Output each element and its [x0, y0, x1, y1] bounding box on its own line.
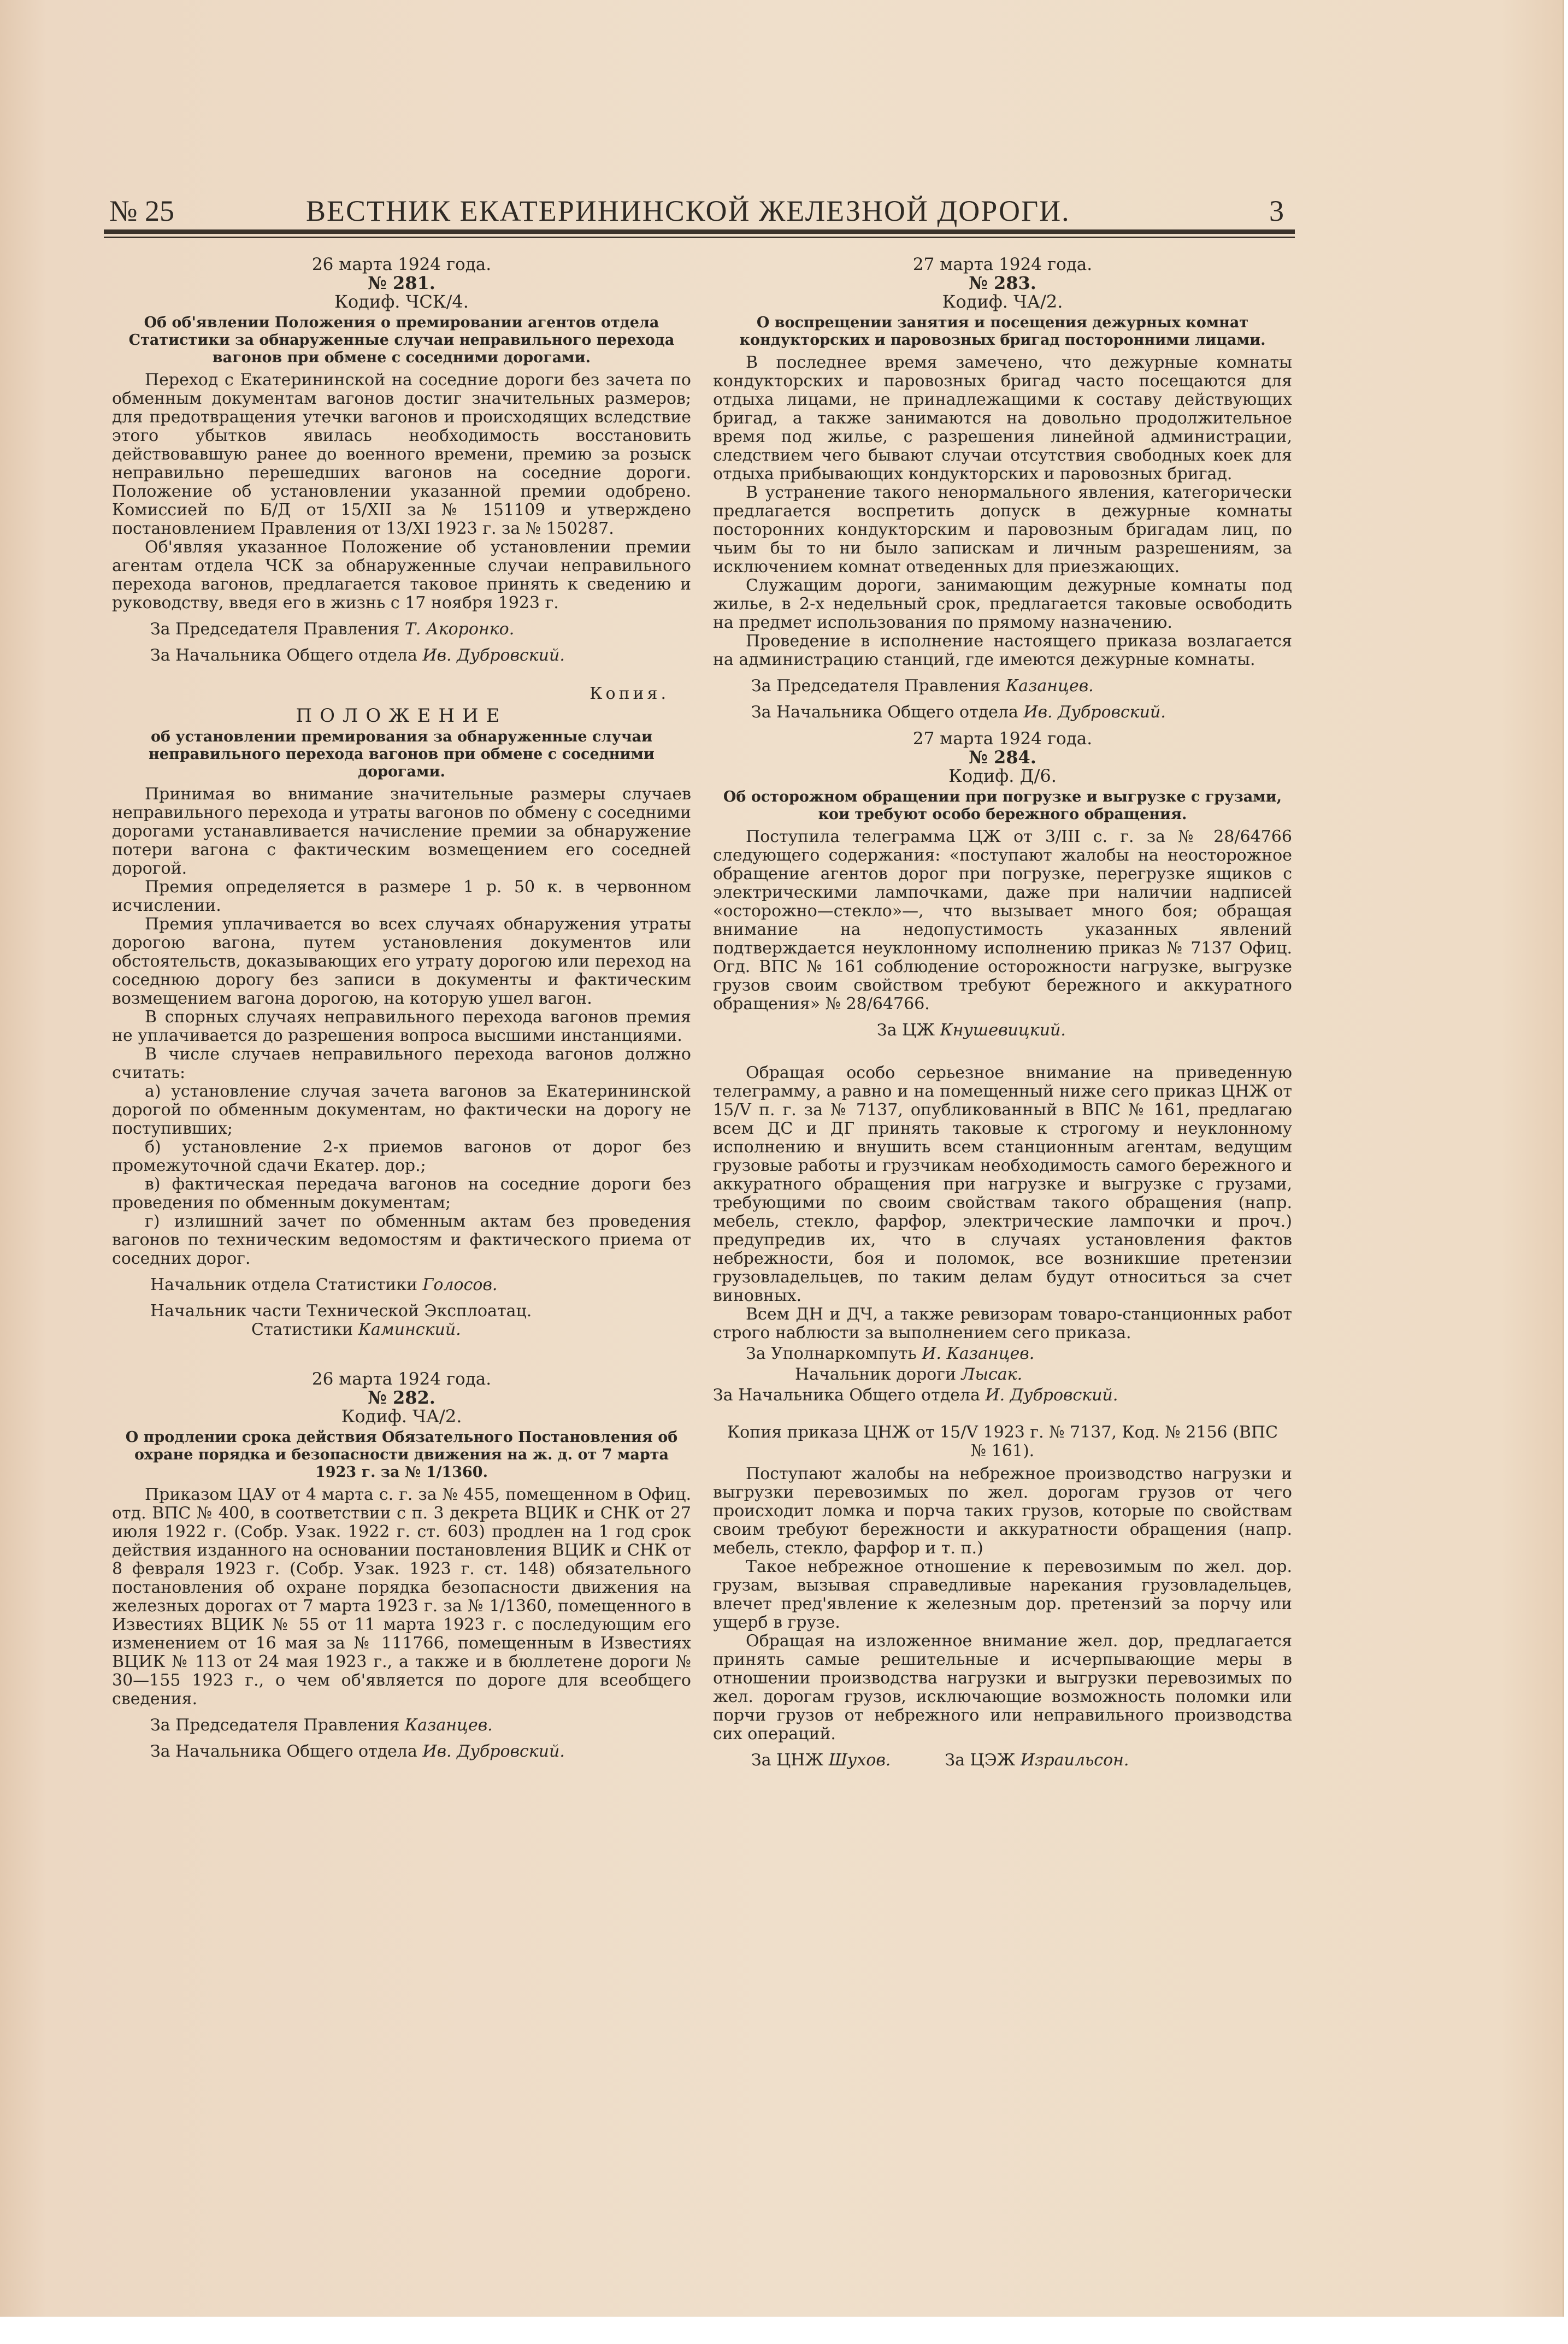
signature-role: За Начальника Общего отдела — [150, 1742, 417, 1761]
paragraph: Приказом ЦАУ от 4 марта с. г. за № 455, помещенном в Офиц. отд. ВПС № 400, в соответствии с п. 3 декрета ВЦИК и СНК от 27 июля 1922 г. (Собр. Узак. 1922 г. ст. 603) продлен на 1 год срок действия изданного на основании постановления ВЦИК и СНК от 8 февраля 1923 г. (Собр. Узак. 1923 г. ст. 148) обязательного постановления об охране порядка безопасности движения на железных дорогах от 7 марта 1923 г. за № 1/1360, помещенного в Известиях ВЦИК № 55 от 11 марта 1923 г. с последующим его изменением от 16 мая за № 111766, помещенным в Известиях ВЦИК № 113 от 24 мая 1923 г., а также и в бюллетене дороги № 30—155 1923 г., о чем об'является по дороге для всеобщего сведения. — [112, 1485, 691, 1709]
order-codification: Кодиф. ЧСК/4. — [334, 291, 469, 312]
issue-number: № 25 — [109, 195, 175, 227]
signature-role: За Уполнаркомпуть — [746, 1344, 917, 1363]
paragraph: Принимая во внимание значительные размеры случаев неправильного перехода и утраты вагонов по обмену с соседними дорогами устанавливается начисление премии за обнаружение потери вагона с фактическим возмещением его соседней дорогой. — [112, 785, 691, 878]
signature-role: Начальник дороги — [795, 1365, 956, 1384]
order-codification: Кодиф. ЧА/2. — [341, 1406, 462, 1427]
order-283 — [713, 255, 1292, 722]
paragraph: Поступают жалобы на небрежное производство нагрузки и выгрузки перевозимых по жел. дорогам грузов от чего происходит ломка и порча таких грузов, которые по свойствам своим требуют бережности и аккуратности обращения (напр. мебель, стекло, фарфор и т. п.) — [713, 1464, 1292, 1558]
signature-role: За Председателя Правления — [751, 676, 1001, 696]
order-date: 26 марта 1924 года. — [311, 255, 492, 274]
signature-role: За Председателя Правления — [150, 1716, 400, 1735]
order-282 — [112, 1370, 691, 1761]
signature — [112, 620, 691, 639]
copy-mark: Копия. — [590, 684, 669, 703]
signature-name: Казанцев. — [404, 1716, 493, 1735]
signature-name: Голосов. — [422, 1275, 498, 1294]
order-number: № 284. — [969, 747, 1036, 768]
header-rule-thin — [104, 237, 1295, 238]
signature — [112, 1742, 691, 1761]
copy-order-7137 — [713, 1423, 1292, 1770]
right-column — [713, 249, 1292, 1777]
signature — [112, 1321, 691, 1339]
signature-name: Израильсон. — [1020, 1751, 1129, 1770]
paragraph: Премия определяется в размере 1 р. 50 к. в червонном исчислении. — [112, 877, 691, 915]
spacer — [713, 1047, 1292, 1064]
signature — [112, 1276, 691, 1294]
signature-role: За Начальника Общего отдела — [713, 1386, 980, 1405]
order-284 — [713, 729, 1292, 1405]
signature-role: За Начальника Общего отдела — [150, 646, 417, 665]
signature-role: За ЦНЖ — [751, 1751, 824, 1770]
list-item: г) излишний зачет по обменным актам без проведения вагонов по техническим ведомостям и фактического приема от соседних дорог. — [112, 1212, 691, 1268]
signature-name: Кнушевицкий. — [940, 1021, 1066, 1040]
order-date: 27 марта 1924 года. — [912, 255, 1093, 274]
signature — [713, 703, 1292, 722]
order-281 — [112, 255, 691, 665]
paragraph: В устранение такого ненормального явления, категорически предлагается воспретить допуск в дежурные комнаты посторонних кондукторским и паровозным бригадам лиц, по чьим бы то ни было запискам и личным разрешениям, за исключением комнат отведенных для приезжающих. — [713, 483, 1292, 576]
signature-role: За ЦЖ — [877, 1021, 935, 1040]
order-number: № 282. — [368, 1387, 435, 1408]
order-number: № 281. — [368, 273, 435, 293]
signature-name: Казанцев. — [1005, 676, 1094, 696]
list-item: в) фактическая передача вагонов на соседние дороги без проведения по обменным документам; — [112, 1175, 691, 1212]
signature-name: Шухов. — [828, 1751, 891, 1770]
order-codification: Кодиф. Д/6. — [948, 765, 1057, 786]
signature-role: За Председателя Правления — [150, 620, 400, 639]
signature — [713, 1365, 1292, 1384]
signature-name: Т. Акоронко. — [404, 620, 515, 639]
paragraph: Обращая особо серьезное внимание на приведенную телеграмму, а равно и на помещенный ниже сего приказ ЦНЖ от 15/V п. г. за № 7137, опубликованный в ВПС № 161, предлагаю всем ДС и ДГ принять таковые к строгому и неуклонному исполнению и внушить всем станционным агентам, ведущим грузовые работы и грузчикам необходимость самого бережного и аккуратного обращения при нагрузке и выгрузке с грузами, требующими по своим свойствам такого обращения (напр. мебель, стекло, фарфор, электрические лампочки и проч.) предупредив их, что в случаях установления фактов небрежности, боя и поломок, все возникшие претензии грузовладельцев, по таким делам будут относиться за счет виновных. — [713, 1063, 1292, 1305]
signature-role: Начальник отдела Статистики — [150, 1275, 417, 1294]
list-item: б) установление 2-х приемов вагонов от дорог без промежуточной сдачи Екатер. дор.; — [112, 1138, 691, 1175]
order-date: 26 марта 1924 года. — [311, 1369, 492, 1389]
order-title: Об об'явлении Положения о премировании агентов отдела Статистики за обнаруженные случаи неправильного перехода вагонов при обмене с соседними дорогами. — [128, 314, 675, 366]
spacer — [713, 1407, 1292, 1423]
order-number: № 283. — [969, 273, 1036, 293]
paragraph: Переход с Екатерининской на соседние дороги без зачета по обменным документам вагонов достиг значительных размеров; для предотвращения утечки вагонов и происходящих вследствие этого убытков явилась необходимость восстановить действовавшую ранее до военного времени, премию за розыск неправильно перешедших вагонов на соседние дороги. Положение об установлении указанной премии одобрено. Комиссией по Б/Д от 15/XII за № 151109 и утверждено постановлением Правления от 13/XI 1923 г. за № 150287. — [112, 370, 691, 538]
paragraph: В последнее время замечено, что дежурные комнаты кондукторских и паровозных бригад часто посещаются для отдыха лицами, не принадлежащими к составу действующих бригад, а также занимаются на довольно продолжительное время под жилье, с разрешения линейной администрации, следствием чего бывают случаи отсутствия свободных коек для отдыха прибывающих кондукторских и паровозных бригад. — [713, 353, 1292, 484]
polozhenie — [112, 685, 691, 1339]
signature — [112, 1716, 691, 1735]
signature-role: За ЦЭЖ — [945, 1751, 1016, 1770]
polozhenie-heading: ПОЛОЖЕНИЕ — [296, 705, 508, 727]
signature — [713, 1345, 1292, 1363]
paragraph: Всем ДН и ДЧ, а также ревизорам товаро-станционных работ строго наблюсти за выполнением сего приказа. — [713, 1305, 1292, 1342]
paragraph: Проведение в исполнение настоящего приказа возлагается на администрацию станций, где имеются дежурные комнаты. — [713, 632, 1292, 669]
order-title: Об осторожном обращении при погрузке и выгрузке с грузами, кои требуют особо бережного обращения. — [723, 788, 1282, 823]
signature — [713, 1021, 1292, 1040]
header-rule — [104, 229, 1295, 234]
spacer — [112, 1347, 691, 1363]
paragraph: Такое небрежное отношение к перевозимым по жел. дор. грузам, вызывая справедливые нарекания грузовладельцев, влечет пред'явление к железным дор. претензий за порчу или ущерб в грузе. — [713, 1557, 1292, 1632]
paragraph: В числе случаев неправильного перехода вагонов должно считать: — [112, 1045, 691, 1082]
paragraph: Премия уплачивается во всех случаях обнаружения утраты дорогою вагона, путем установления документов или обстоятельств, доказывающих его утрату дорогою или переход на соседнюю дорогу без записи в документы и фактическим возмещением вагона дорогою, на которую ушел вагон. — [112, 915, 691, 1008]
signature-name: Ив. Дубровский. — [422, 1742, 565, 1761]
signature — [112, 1302, 691, 1321]
paragraph: Поступила телеграмма ЦЖ от 3/III с. г. за № 28/64766 следующего содержания: «поступают жалобы на неосторожное обращение агентов дорог при погрузке, перегрузке ящиков с электрическими лампочками, даже при наличии надписей «осторожно—стекло»—, что вызывает много боя; обращая внимание на недопустимость указанных явлений подтверждается неуклонному исполнению приказ № 7137 Офиц. Огд. ВПС № 161 соблюдение осторожности нагрузке, выгрузке грузов своим свойством требуют бережного и аккуратного обращения» № 28/64766. — [713, 827, 1292, 1014]
newspaper-title: ВЕСТНИК ЕКАТЕРИНИНСКОЙ ЖЕЛЕЗНОЙ ДОРОГИ. — [306, 195, 1070, 227]
paragraph: В спорных случаях неправильного перехода вагонов премия не уплачивается до разрешения вопроса высшими инстанциями. — [112, 1008, 691, 1045]
signature — [713, 677, 1292, 696]
signature — [713, 1751, 1292, 1770]
left-column — [112, 249, 691, 1769]
order-title: О воспрещении занятия и посещения дежурных комнат кондукторских и паровозных бригад посторонними лицами. — [739, 314, 1266, 349]
paragraph: Об'являя указанное Положение об установлении премии агентам отдела ЧСК за обнаруженные случаи неправильного перехода вагонов, предлагается таковое принять к сведению и руководству, введя его в жизнь с 17 ноября 1923 г. — [112, 538, 691, 612]
signature-name: Каминский. — [358, 1320, 461, 1339]
order-title: О продлении срока действия Обязательного Постановления об охране порядка и безопасности движения на ж. д. от 7 марта 1923 г. за № 1/1360. — [125, 1429, 678, 1481]
signature-role: Статистики — [251, 1320, 353, 1339]
order-codification: Кодиф. ЧА/2. — [942, 291, 1063, 312]
page-number: 3 — [1269, 195, 1284, 227]
order-date: 27 марта 1924 года. — [912, 729, 1093, 749]
signature-role: За Начальника Общего отдела — [751, 703, 1018, 722]
page-header — [104, 194, 1295, 227]
paragraph: Служащим дороги, занимающим дежурные комнаты под жилье, в 2-х недельный срок, предлагается таковые освободить на предмет использования по прямому назначению. — [713, 576, 1292, 632]
copy-heading: Копия приказа ЦНЖ от 15/V 1923 г. № 7137, Код. № 2156 (ВПС № 161). — [727, 1423, 1278, 1460]
signature-role: Начальник части Технической Эксплоатац. — [150, 1301, 532, 1321]
paragraph: Обращая на изложенное внимание жел. дор, предлагается принять самые решительные и исчерпывающие меры в отношении производства нагрузки и выгрузки перевозимых по жел. дорогам грузов, исключающие возможность поломки или порчи грузов от небрежного или неправильного производства сих операций. — [713, 1632, 1292, 1744]
polozhenie-subtitle: об установлении премирования за обнаруженные случаи неправильного перехода вагонов при обмене с соседними дорогами. — [149, 728, 655, 780]
list-item: а) установление случая зачета вагонов за Екатерининской дорогой по обменным документам, но фактически на дорогу не поступивших; — [112, 1082, 691, 1138]
signature-name: Ив. Дубровский. — [422, 646, 565, 665]
signature — [112, 646, 691, 665]
signature-name: Лысак. — [961, 1365, 1023, 1384]
signature — [713, 1386, 1292, 1405]
signature-name: Ив. Дубровский. — [1023, 703, 1166, 722]
signature-name: И. Казанцев. — [922, 1344, 1035, 1363]
signature-name: И. Дубровский. — [985, 1386, 1118, 1405]
